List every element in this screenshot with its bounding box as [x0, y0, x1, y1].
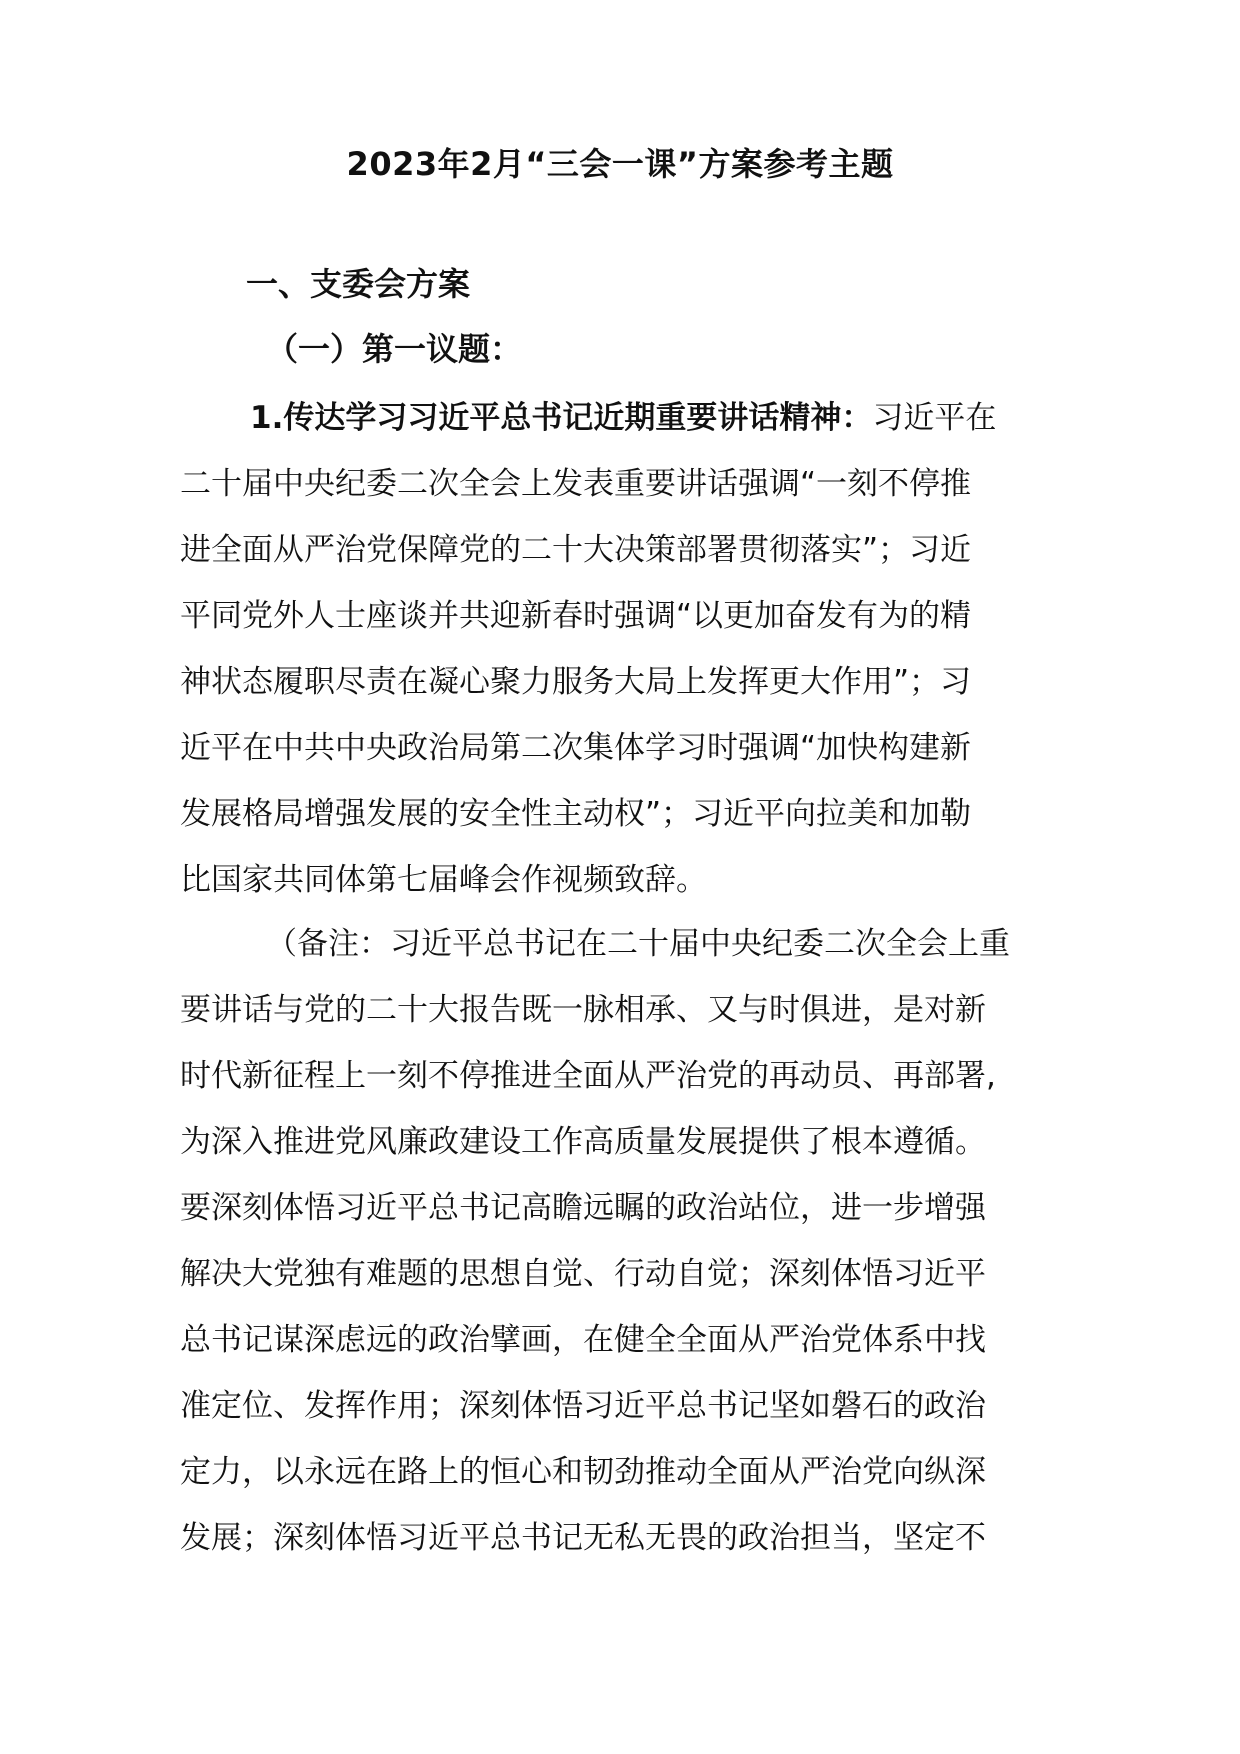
paragraph-text: 习近平在	[872, 400, 997, 436]
paragraph-line: 时代新征程上一刻不停推进全面从严治党的再动员、再部署,	[180, 1058, 996, 1094]
paragraph-line: 要深刻体悟习近平总书记高瞻远瞩的政治站位，进一步增强	[180, 1190, 986, 1226]
paragraph-line: （备注：习近平总书记在二十届中央纪委二次全会上重	[266, 926, 1010, 962]
paragraph-line: 比国家共同体第七届峰会作视频致辞。	[180, 862, 707, 898]
paragraph-speech-spirit	[180, 385, 1080, 913]
paragraph-line: 为深入推进党风廉政建设工作高质量发展提供了根本遵循。	[180, 1124, 986, 1160]
document-title: 2023年2月“三会一课”方案参考主题	[346, 145, 894, 183]
paragraph-line	[180, 385, 1080, 451]
paragraph-line: 发展；深刻体悟习近平总书记无私无畏的政治担当，坚定不	[180, 1520, 986, 1556]
paragraph-line: 定力，以永远在路上的恒心和韧劲推动全面从严治党向纵深	[180, 1454, 986, 1490]
paragraph-remarks	[180, 911, 1080, 1571]
paragraph-line: 平同党外人士座谈并共迎新春时强调“以更加奋发有为的精	[180, 598, 972, 634]
paragraph-line: 要讲话与党的二十大报告既一脉相承、又与时俱进，是对新	[180, 992, 986, 1028]
section-heading-branch-committee: 一、支委会方案	[246, 265, 471, 303]
subsection-heading-first-topic: （一）第一议题：	[266, 330, 523, 368]
paragraph-line: 进全面从严治党保障党的二十大决策部署贯彻落实”；习近	[180, 532, 972, 568]
paragraph-line: 准定位、发挥作用；深刻体悟习近平总书记坚如磐石的政治	[180, 1388, 986, 1424]
paragraph-lead: 1.传达学习习近平总书记近期重要讲话精神：	[250, 400, 873, 436]
paragraph-line: 近平在中共中央政治局第二次集体学习时强调“加快构建新	[180, 730, 972, 766]
paragraph-line: 解决大党独有难题的思想自觉、行动自觉；深刻体悟习近平	[180, 1256, 986, 1292]
paragraph-line: 总书记谋深虑远的政治擘画，在健全全面从严治党体系中找	[180, 1322, 986, 1358]
paragraph-line: 神状态履职尽责在凝心聚力服务大局上发挥更大作用”；习	[180, 664, 972, 700]
paragraph-line: 二十届中央纪委二次全会上发表重要讲话强调“一刻不停推	[180, 466, 972, 502]
paragraph-line: 发展格局增强发展的安全性主动权”；习近平向拉美和加勒	[180, 796, 972, 832]
